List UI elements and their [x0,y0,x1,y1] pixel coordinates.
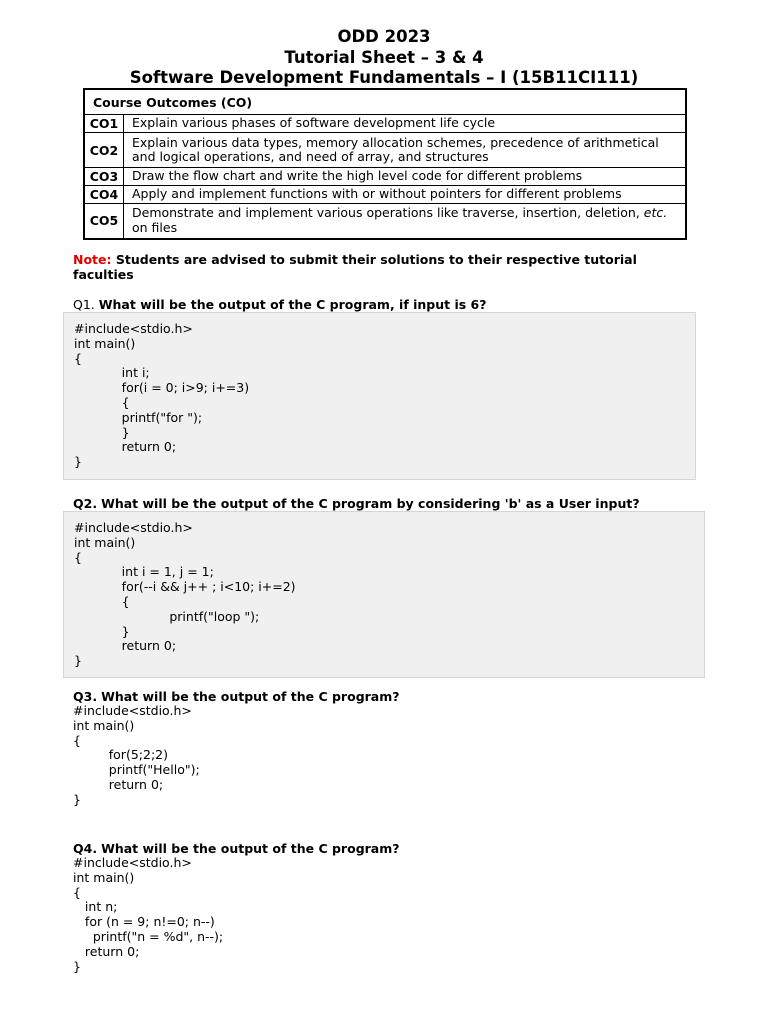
code-line: #include<stdio.h> [74,520,193,535]
course-outcomes-table [83,88,687,240]
question-text: What will be the output of the C program? [101,689,400,704]
question-number: Q2. [73,496,98,511]
code-line: { [74,593,130,609]
code-line: return 0; [74,439,177,455]
document-header [0,27,768,89]
code-line: int main() [74,335,136,351]
code-line: { [73,884,81,900]
note-label: Note: [73,252,112,267]
co-description: Explain various data types, memory allocation schemes, precedence of arithmetical and logical operations, and need of array, and structures [124,133,687,168]
sheet-title: Tutorial Sheet – 3 & 4 [284,47,484,67]
question-4-code-block [73,856,223,974]
question-3-prompt [73,689,400,704]
code-line: #include<stdio.h> [73,855,192,870]
co-description-text: Demonstrate and implement various operations like traverse, insertion, deletion, [132,205,644,221]
question-text: What will be the output of the C program by considering 'b' as a User input? [101,496,640,511]
course-title: Software Development Fundamentals – I (15B11CI111) [129,68,639,87]
course-outcomes-header-row [84,89,686,115]
code-line: } [73,958,81,974]
code-line: printf("n = %d", n--); [73,928,224,944]
code-line: for(--i && j++ ; i<10; i+=2) [74,579,296,595]
code-line: printf("loop "); [74,608,260,624]
question-1-prompt [73,297,487,312]
code-line: return 0; [73,943,140,959]
co-code: CO2 [84,133,124,168]
co-description: Explain various phases of software development life cycle [124,115,687,133]
code-line: } [74,454,82,470]
code-line: } [74,653,82,669]
co-description-text-end: on files [132,219,178,235]
code-line: for(5;2;2) [73,747,168,763]
question-2-code-block [63,511,705,678]
course-outcomes-heading: Course Outcomes (CO) [84,89,686,115]
code-line: int n; [73,899,118,915]
code-line: #include<stdio.h> [74,321,193,336]
code-line: return 0; [74,638,177,654]
question-text: What will be the output of the C program, if input is 6? [98,297,487,312]
code-line: } [73,791,81,807]
co-row [84,186,686,204]
co-description-italic: etc. [643,205,668,221]
code-line: int main() [73,869,135,885]
question-1-code-block [63,312,696,480]
code-line: return 0; [73,776,164,792]
question-number: Q1. [73,297,95,312]
co-description [124,204,687,239]
question-2-prompt [73,496,640,511]
question-3-code-block [73,704,200,808]
co-code: CO1 [84,115,124,133]
code-line: int main() [74,534,136,550]
code-line: for (n = 9; n!=0; n--) [73,914,215,930]
note-text: Students are advised to submit their solutions to their respective tutorial faculties [73,252,637,282]
code-line: printf("Hello"); [73,762,200,778]
question-4-prompt [73,841,400,856]
co-row [84,204,686,239]
co-code: CO4 [84,186,124,204]
note-paragraph [73,252,673,282]
code-line: int i = 1, j = 1; [74,564,214,580]
question-text: What will be the output of the C program? [101,841,400,856]
code-line: #include<stdio.h> [73,703,192,718]
question-number: Q4. [73,841,98,856]
co-code: CO3 [84,168,124,186]
co-description: Draw the flow chart and write the high level code for different problems [124,168,687,186]
co-code: CO5 [84,204,124,239]
code-line: int i; [74,365,150,381]
code-line: { [74,350,82,366]
code-line: } [74,623,130,639]
code-line: } [74,424,130,440]
code-line: { [74,549,82,565]
code-line: { [73,732,81,748]
co-description: Apply and implement functions with or without pointers for different problems [124,186,687,204]
code-line: int main() [73,717,135,733]
question-number: Q3. [73,689,98,704]
code-line: for(i = 0; i>9; i+=3) [74,380,250,396]
code-line: { [74,394,130,410]
co-row [84,168,686,186]
semester-title: ODD 2023 [337,27,431,46]
co-row [84,133,686,168]
code-line: printf("for "); [74,409,203,425]
co-row [84,115,686,133]
